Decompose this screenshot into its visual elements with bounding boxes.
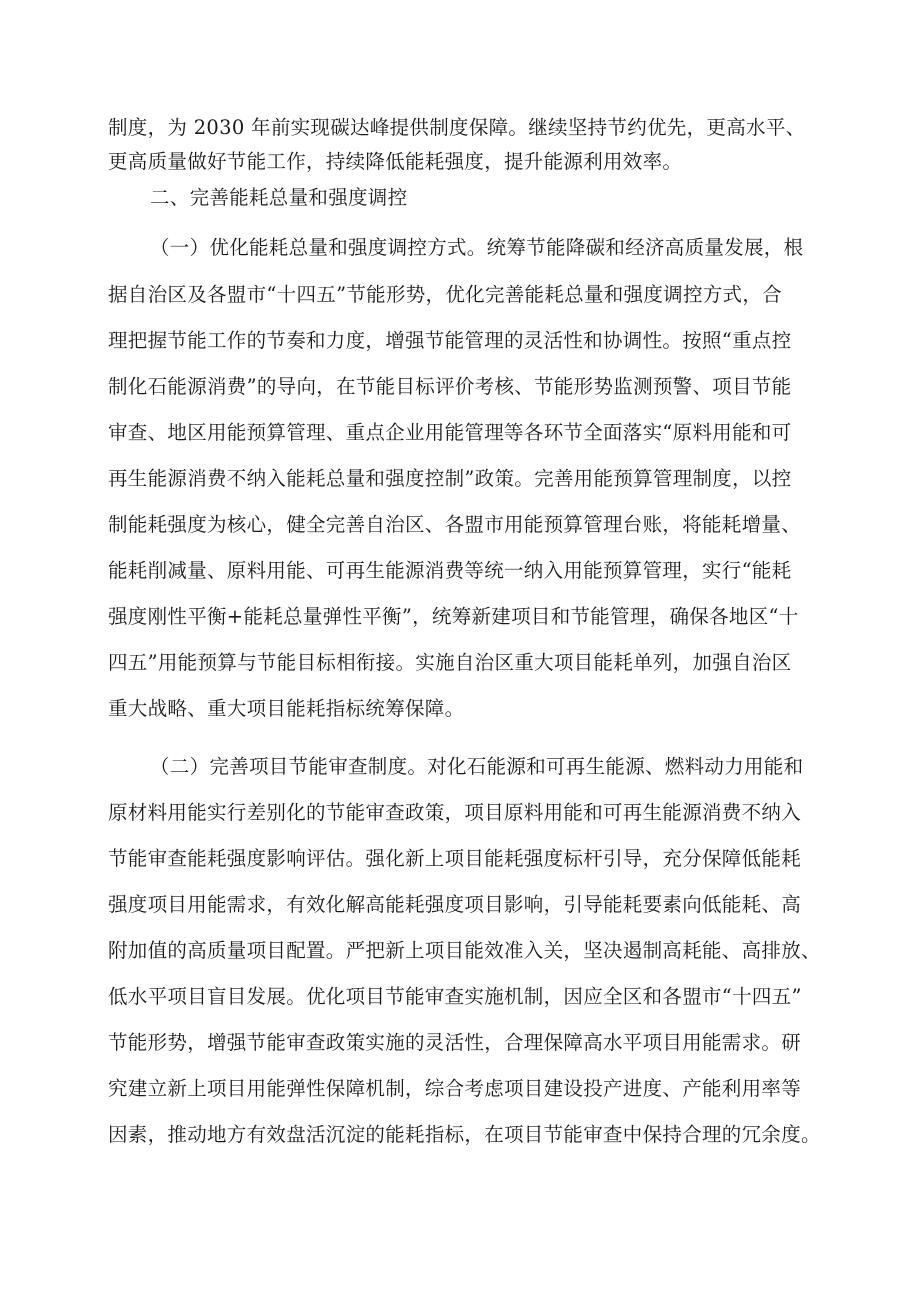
paragraph-line: 强度项目用能需求，有效化解高能耗强度项目影响，引导能耗要素向低能耗、高: [108, 893, 802, 916]
paragraph-line: 理把握节能工作的节奏和力度，增强节能管理的灵活性和协调性。按照“重点控: [108, 329, 792, 352]
paragraph-line: 四五”用能预算与节能目标相衔接。实施自治区重大项目能耗单列，加强自治区: [108, 651, 792, 674]
paragraph-line: 节能形势，增强节能审查政策实施的灵活性，合理保障高水平项目用能需求。研: [108, 1031, 802, 1054]
paragraph-line: 节能审查能耗强度影响评估。强化新上项目能耗强度标杆引导，充分保障低能耗: [108, 847, 802, 870]
paragraph-line: 制能耗强度为核心，健全完善自治区、各盟市用能预算管理台账，将能耗增量、: [108, 513, 802, 536]
paragraph-line: 强度刚性平衡+能耗总量弹性平衡”，统筹新建项目和节能管理，确保各地区“十: [108, 605, 799, 628]
paragraph-line: 附加值的高质量项目配置。严把新上项目能效准入关，坚决遏制高耗能、高排放、: [108, 939, 821, 962]
intro-line: 制度，为 2030 年前实现碳达峰提供制度保障。继续坚持节约优先，更高水平、: [108, 116, 806, 139]
paragraph-line: （一）优化能耗总量和强度调控方式。统筹节能降碳和经济高质量发展，根: [150, 236, 804, 259]
paragraph-line: 因素，推动地方有效盘活沉淀的能耗指标，在项目节能审查中保持合理的冗余度。: [108, 1123, 821, 1146]
paragraph-line: 重大战略、重大项目能耗指标统筹保障。: [108, 697, 465, 720]
paragraph-line: 原材料用能实行差别化的节能审查政策，项目原料用能和可再生能源消费不纳入: [108, 801, 802, 824]
intro-line: 更高质量做好节能工作，持续降低能耗强度，提升能源利用效率。: [108, 150, 683, 173]
paragraph-line: 能耗削减量、原料用能、可再生能源消费等统一纳入用能预算管理，实行“能耗: [108, 559, 792, 582]
paragraph-line: 审查、地区用能预算管理、重点企业用能管理等各环节全面落实“原料用能和可: [108, 421, 792, 444]
paragraph-line: 究建立新上项目用能弹性保障机制，综合考虑项目建设投产进度、产能利用率等: [108, 1077, 802, 1100]
paragraph-line: 低水平项目盲目发展。优化项目节能审查实施机制，因应全区和各盟市“十四五”: [108, 985, 802, 1008]
paragraph-line: 再生能源消费不纳入能耗总量和强度控制”政策。完善用能预算管理制度，以控: [108, 467, 792, 490]
paragraph-line: 制化石能源消费”的导向，在节能目标评价考核、节能形势监测预警、项目节能: [108, 375, 792, 398]
paragraph-line: 据自治区及各盟市“十四五”节能形势，优化完善能耗总量和强度调控方式，合: [108, 283, 782, 306]
section-heading: 二、完善能耗总量和强度调控: [150, 186, 408, 209]
paragraph-line: （二）完善项目节能审查制度。对化石能源和可再生能源、燃料动力用能和: [150, 755, 804, 778]
